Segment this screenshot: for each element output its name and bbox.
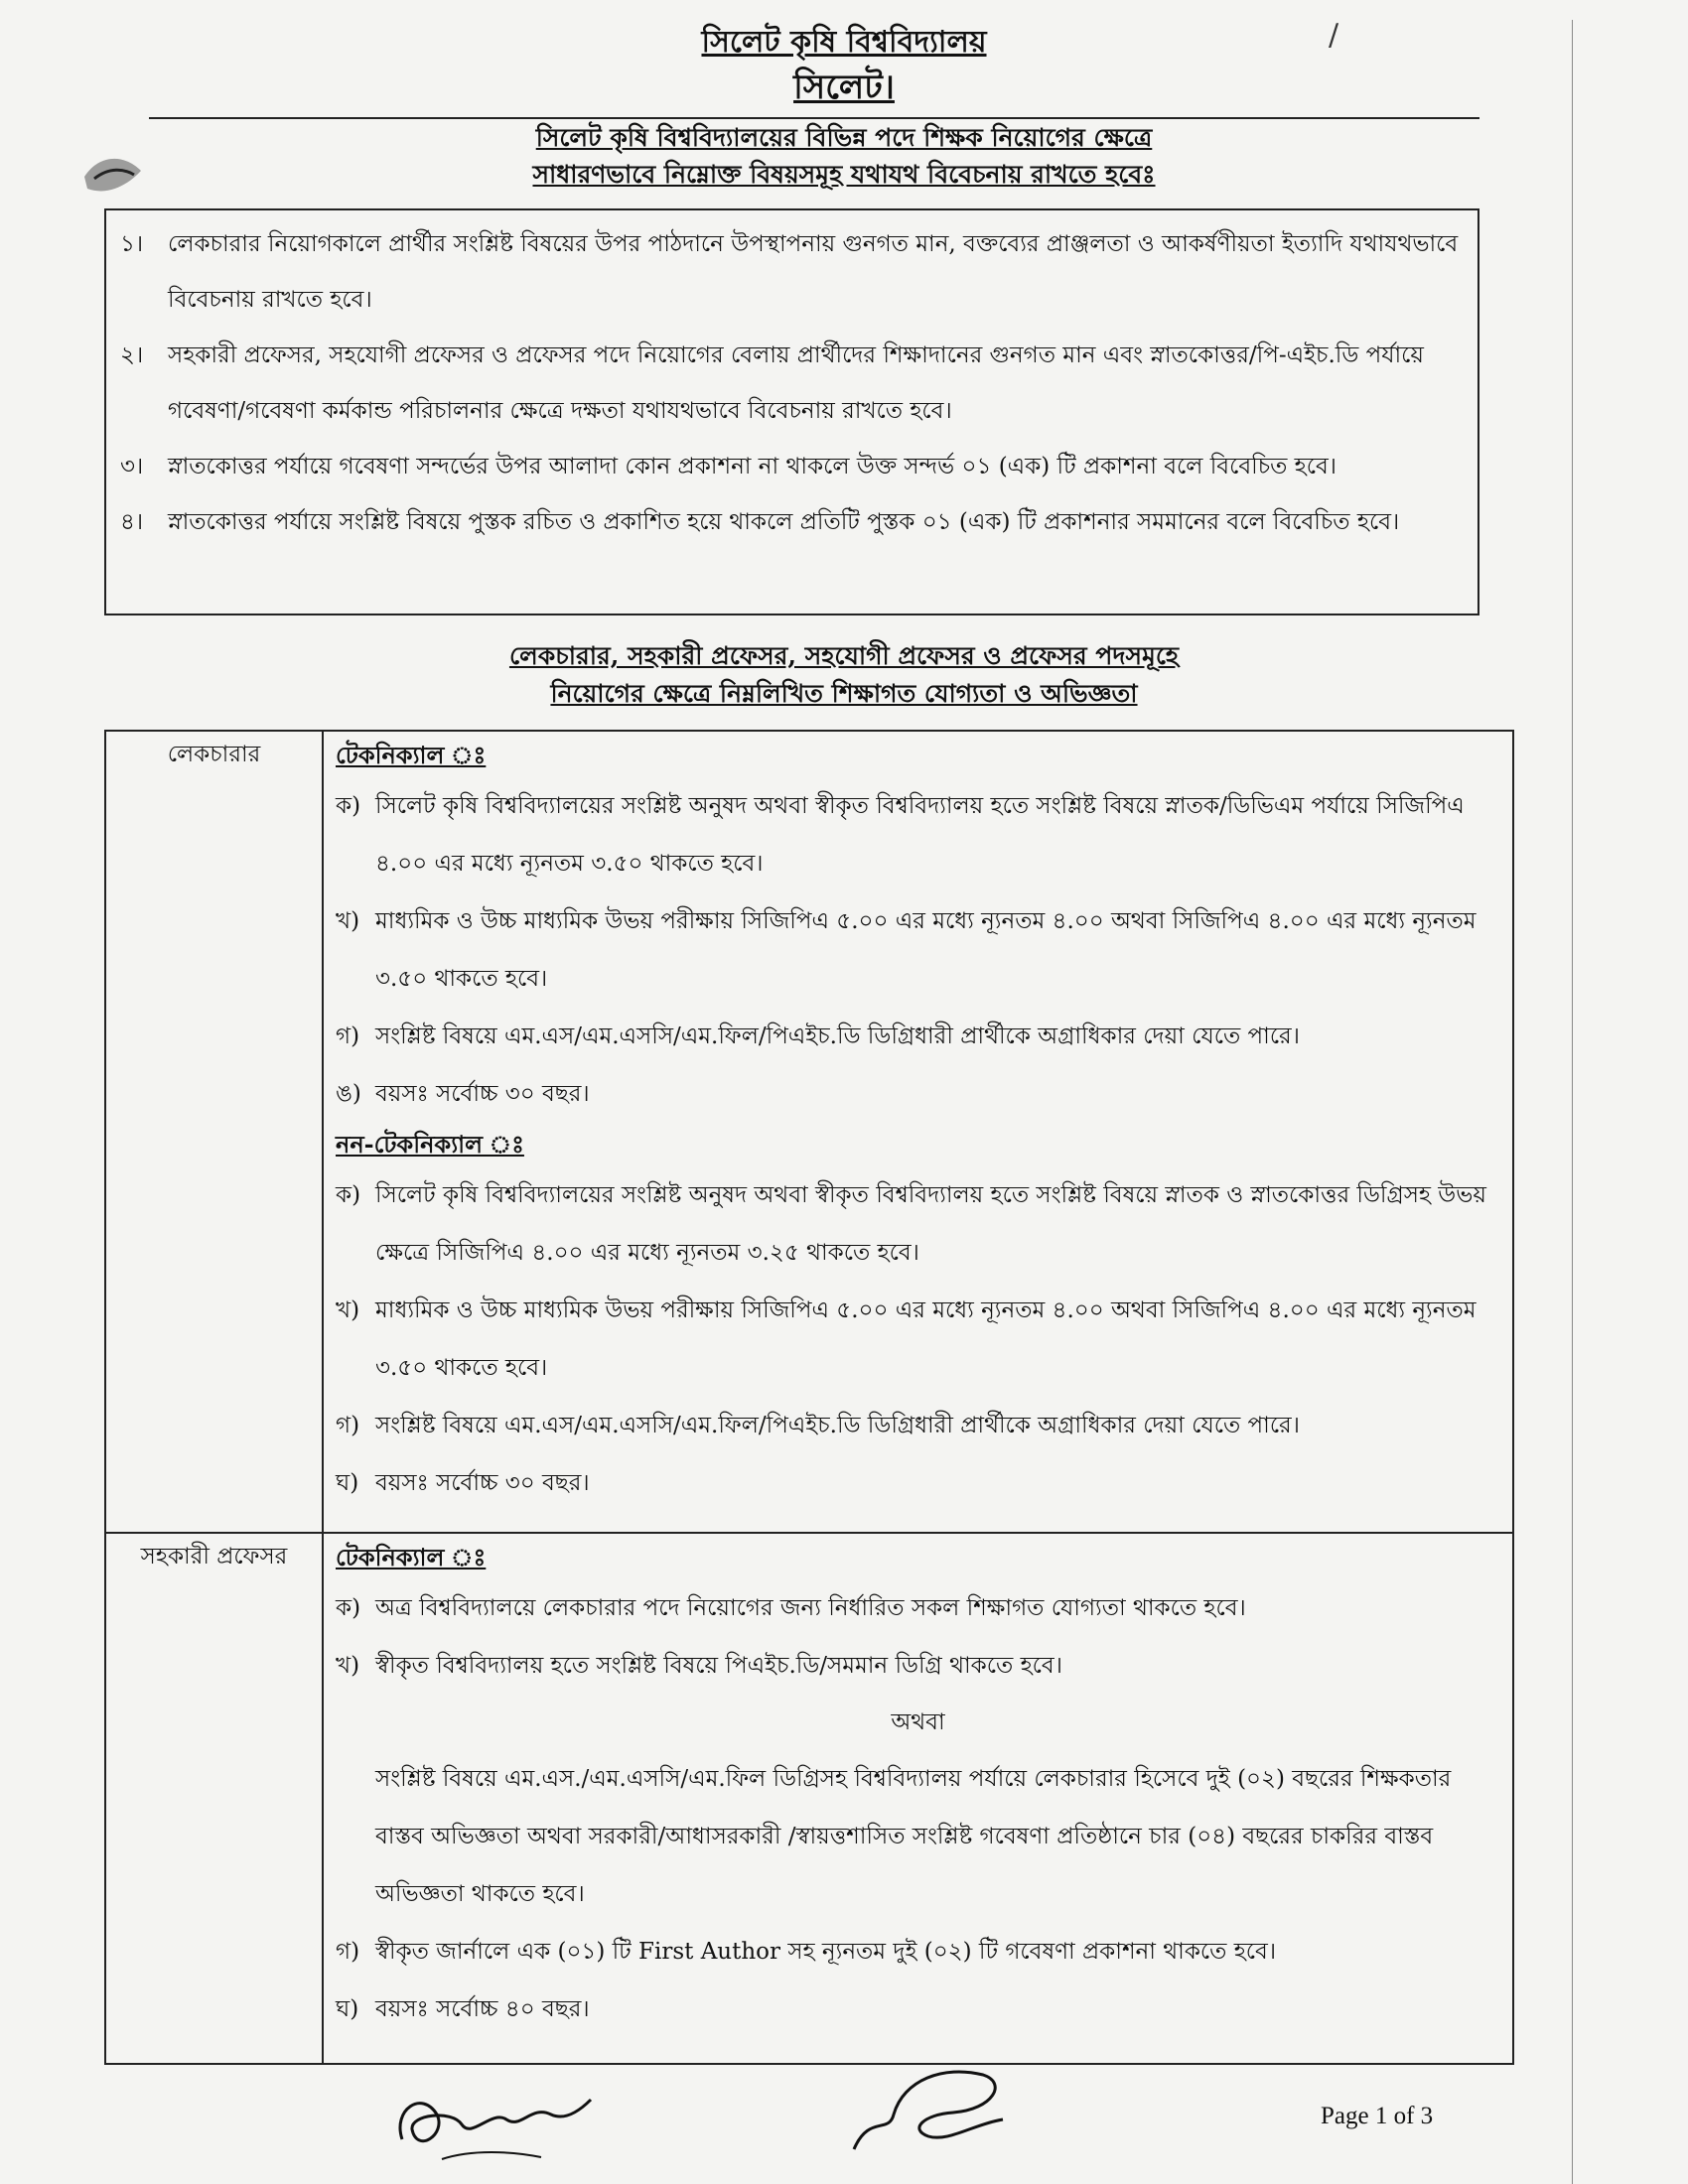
intro-heading-line-1: সিলেট কৃষি বিশ্ববিদ্যালয়ের বিভিন্ন পদে শিক্ষক নিয়োগের ক্ষেত্রে [535,123,1153,152]
item-text: বয়সঃ সর্বোচ্চ ৩০ বছর। [375,1470,590,1496]
item-text: বয়সঃ সর্বোচ্চ ৩০ বছর। [375,1081,590,1107]
scan-edge-line [1572,20,1573,2184]
list-item [336,1980,1500,2038]
item-mark: গ) [336,1939,360,1965]
or-paragraph: সংশ্লিষ্ট বিষয়ে এম.এস./এম.এসসি/এম.ফিল ডিগ্রিসহ বিশ্ববিদ্যালয় পর্যায়ে লেকচারার হিসেবে দুই (০২) বছরের শিক্ষকতার বাস্তব অভিজ্ঞতা অথবা সরকারী/আধাসরকারী /স্বায়ত্তশাসিত সংশ্লিষ্ট গবেষণা প্রতিষ্ঠানে চার (০৪) বছরের চাকরির বাস্তব অভিজ্ঞতা থাকতে হবে। [375,1766,1452,1907]
rule-text: লেকচারার নিয়োগকালে প্রার্থীর সংশ্লিষ্ট বিষয়ের উপর পাঠদানে উপস্থাপনায় গুনগত মান, বক্তব্যের প্রাঞ্জলতা ও আকর্ষণীয়তা ইত্যাদি যথাযথভাবে বিবেচনায় রাখতে হবে। [168,231,1459,313]
item-mark: খ) [336,1297,360,1323]
general-rules-box [104,208,1479,615]
item-mark: গ) [336,1024,360,1049]
rule-item [120,328,1464,439]
intro-heading [0,119,1688,193]
item-text: মাধ্যমিক ও উচ্চ মাধ্যমিক উভয় পরীক্ষায় সিজিপিএ ৫.০০ এর মধ্যে ন্যূনতম ৪.০০ অথবা সিজিপিএ ৪.০০ এর মধ্যে ন্যূনতম ৩.৫০ থাকতে হবে। [375,908,1477,992]
rule-item [120,216,1464,328]
rule-number: ৩। [120,454,144,479]
intro-heading-line-2: সাধারণভাবে নিম্নোক্ত বিষয়সমূহ যথাযথ বিবেচনায় রাখতে হবেঃ [532,160,1156,189]
item-mark: ঘ) [336,1996,359,2022]
university-name: সিলেট কৃষি বিশ্ববিদ্যালয় [701,25,987,60]
technical-label: টেকনিক্যাল ঃ [336,741,487,769]
item-mark: ক) [336,793,361,819]
item-text: সিলেট কৃষি বিশ্ববিদ্যালয়ের সংশ্লিষ্ট অনুষদ অথবা স্বীকৃত বিশ্ববিদ্যালয় হতে সংশ্লিষ্ট বিষয়ে স্নাতক ও স্নাতকোত্তর ডিগ্রিসহ উভয় ক্ষেত্রে সিজিপিএ ৪.০০ এর মধ্যে ন্যূনতম ৩.২৫ থাকতে হবে। [375,1182,1486,1266]
list-item [336,1454,1500,1512]
rule-item [120,439,1464,494]
qualifications-heading-line-1: লেকচারার, সহকারী প্রফেসর, সহযোগী প্রফেসর ও প্রফেসর পদসমূহে [508,641,1180,670]
signature-left [382,2070,611,2169]
nontechnical-label: নন-টেকনিক্যাল ঃ [336,1130,524,1159]
item-mark: খ) [336,1653,360,1679]
rule-number: ২। [120,342,144,368]
list-item [336,1637,1500,1695]
rule-number: ৪। [120,509,144,535]
item-text: বয়সঃ সর্বোচ্চ ৪০ বছর। [375,1996,590,2022]
item-text: সিলেট কৃষি বিশ্ববিদ্যালয়ের সংশ্লিষ্ট অনুষদ অথবা স্বীকৃত বিশ্ববিদ্যালয় হতে সংশ্লিষ্ট বিষয়ে স্নাতক/ডিভিএম পর্যায়ে সিজিপিএ ৪.০০ এর মধ্যে ন্যূনতম ৩.৫০ থাকতে হবে। [375,793,1465,877]
list-item [336,1579,1500,1637]
rule-text: সহকারী প্রফেসর, সহযোগী প্রফেসর ও প্রফেসর পদে নিয়োগের বেলায় প্রার্থীদের শিক্ষাদানের গুনগত মান এবং স্নাতকোত্তর/পি-এইচ.ডি পর্যায়ে গবেষণা/গবেষণা কর্মকান্ড পরিচালনার ক্ষেত্রে দক্ষতা যথাযথভাবে বিবেচনায় রাখতে হবে। [168,342,1424,424]
list-item [336,1008,1500,1065]
table-row-lecturer [105,731,1513,1533]
list-item [336,1397,1500,1454]
rule-item [120,494,1464,550]
city-name: সিলেট। [793,68,895,107]
assistant-professor-requirements [323,1533,1513,2064]
item-text: সংশ্লিষ্ট বিষয়ে এম.এস/এম.এসসি/এম.ফিল/পিএইচ.ডি ডিগ্রিধারী প্রার্থীকে অগ্রাধিকার দেয়া যেতে পারে। [375,1024,1300,1049]
rule-number: ১। [120,231,144,257]
page-number: Page 1 of 3 [1321,2103,1434,2129]
qualifications-heading [0,637,1688,713]
signature-middle [834,2055,1023,2164]
item-mark: ক) [336,1182,361,1208]
rule-text: স্নাতকোত্তর পর্যায়ে গবেষণা সন্দর্ভের উপর আলাদা কোন প্রকাশনা না থাকলে উক্ত সন্দর্ভ ০১ (এক) টি প্রকাশনা বলে বিবেচিত হবে। [168,454,1337,479]
qualifications-table [104,730,1514,2065]
post-assistant-professor: সহকারী প্রফেসর [105,1533,323,2064]
rule-text: স্নাতকোত্তর পর্যায়ে সংশ্লিষ্ট বিষয়ে পুস্তক রচিত ও প্রকাশিত হয়ে থাকলে প্রতিটি পুস্তক ০১ (এক) টি প্রকাশনার সমমানের বলে বিবেচিত হবে। [168,509,1400,535]
item-mark: খ) [336,908,360,934]
list-item [336,1282,1500,1397]
item-mark: ক) [336,1595,361,1621]
item-text: মাধ্যমিক ও উচ্চ মাধ্যমিক উভয় পরীক্ষায় সিজিপিএ ৫.০০ এর মধ্যে ন্যূনতম ৪.০০ অথবা সিজিপিএ ৪.০০ এর মধ্যে ন্যূনতম ৩.৫০ থাকতে হবে। [375,1297,1477,1381]
list-item [336,1065,1500,1123]
list-item [336,777,1500,892]
item-mark: গ) [336,1413,360,1438]
item-text: স্বীকৃত বিশ্ববিদ্যালয় হতে সংশ্লিষ্ট বিষয়ে পিএইচ.ডি/সমমান ডিগ্রি থাকতে হবে। [375,1653,1062,1679]
item-mark: ঘ) [336,1470,359,1496]
list-item [336,1923,1500,1980]
item-text: অত্র বিশ্ববিদ্যালয়ে লেকচারার পদে নিয়োগের জন্য নির্ধারিত সকল শিক্ষাগত যোগ্যতা থাকতে হবে। [375,1595,1246,1621]
technical-label: টেকনিক্যাল ঃ [336,1543,487,1571]
tick-mark: / [1329,18,1339,53]
qualifications-heading-line-2: নিয়োগের ক্ষেত্রে নিম্নলিখিত শিক্ষাগত যোগ্যতা ও অভিজ্ঞতা [550,679,1138,708]
lecturer-requirements [323,731,1513,1533]
list-item [336,1166,1500,1282]
post-lecturer: লেকচারার [105,731,323,1533]
item-text: স্বীকৃত জার্নালে এক (০১) টি First Author সহ ন্যূনতম দুই (০২) টি গবেষণা প্রকাশনা থাকতে হবে। [375,1939,1277,1965]
table-row-assistant-professor [105,1533,1513,2064]
item-text: সংশ্লিষ্ট বিষয়ে এম.এস/এম.এসসি/এম.ফিল/পিএইচ.ডি ডিগ্রিধারী প্রার্থীকে অগ্রাধিকার দেয়া যেতে পারে। [375,1413,1300,1438]
item-mark: ঙ) [336,1081,361,1107]
list-item [336,892,1500,1008]
or-label: অথবা [891,1709,945,1735]
